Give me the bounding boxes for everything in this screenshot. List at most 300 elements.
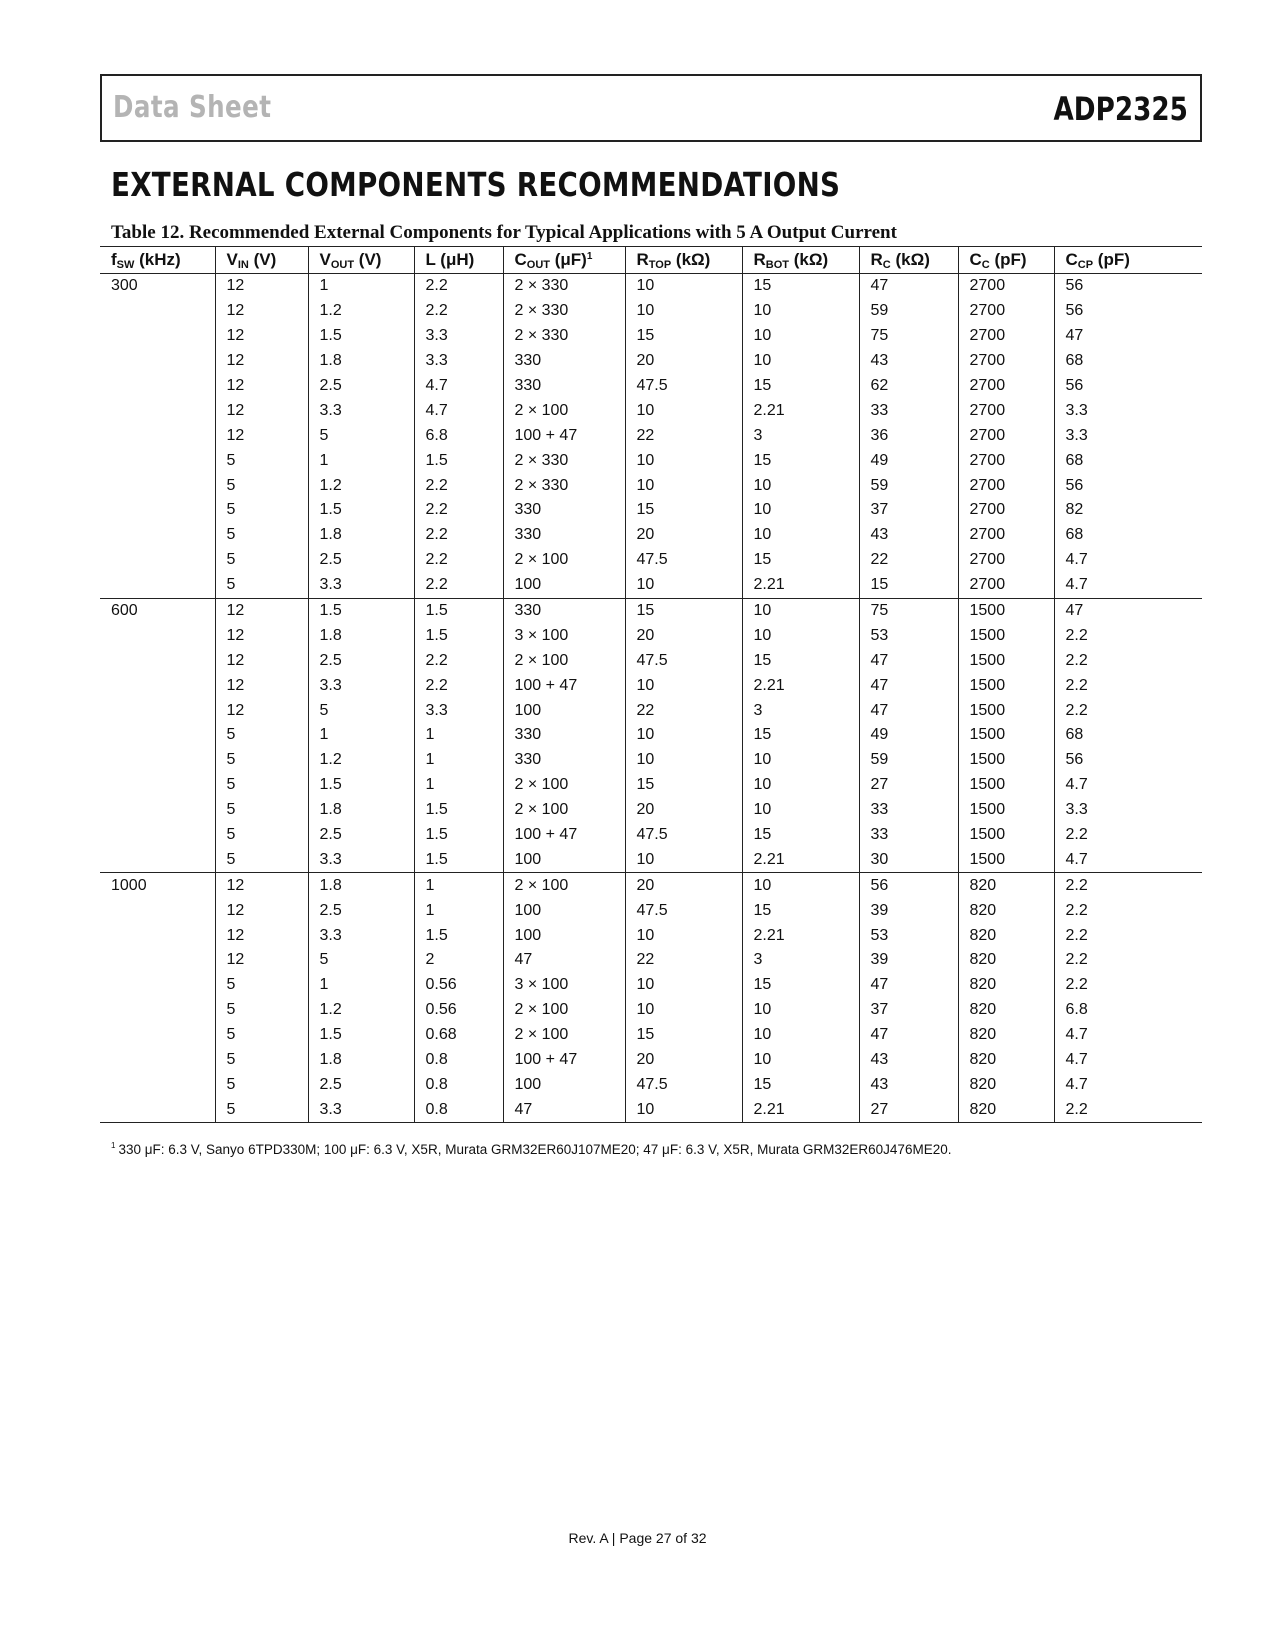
cell-fsw: 1000: [100, 873, 215, 898]
table-cell: 10: [625, 473, 742, 498]
table-cell: 2 × 330: [503, 299, 625, 324]
table-footnote: [111, 1142, 951, 1157]
table-cell: 1: [308, 274, 414, 299]
column-header-subscript: C: [882, 259, 891, 271]
column-header-subscript: CP: [1077, 259, 1094, 271]
table-cell: 12: [215, 898, 308, 923]
table-cell: 1.5: [414, 798, 503, 823]
page-header: [100, 74, 1202, 142]
page-footer: Rev. A | Page 27 of 32: [568, 1530, 707, 1546]
table-cell: 47: [503, 1097, 625, 1122]
table-cell: 27: [859, 1097, 958, 1122]
table-cell: 22: [625, 948, 742, 973]
table-cell: 68: [1054, 349, 1202, 374]
cell-fsw: [100, 948, 215, 973]
table-cell: 6.8: [414, 423, 503, 448]
table-cell: 2 × 100: [503, 798, 625, 823]
table-cell: 2700: [958, 448, 1054, 473]
column-header: [859, 247, 958, 274]
cell-fsw: [100, 673, 215, 698]
table-cell: 15: [742, 898, 859, 923]
table-row: [100, 548, 1202, 573]
cell-fsw: [100, 398, 215, 423]
table-row: [100, 448, 1202, 473]
table-cell: 820: [958, 973, 1054, 998]
table-cell: 820: [958, 1073, 1054, 1098]
table-cell: 2.2: [414, 573, 503, 598]
column-header: [215, 247, 308, 274]
table-cell: 2.2: [1054, 648, 1202, 673]
table-cell: 47.5: [625, 1073, 742, 1098]
table-cell: 47: [859, 698, 958, 723]
table-cell: 47: [859, 673, 958, 698]
table-cell: 4.7: [1054, 548, 1202, 573]
table-cell: 15: [742, 274, 859, 299]
cell-fsw: [100, 299, 215, 324]
table-row: [100, 847, 1202, 872]
column-header-symbol: f: [111, 250, 117, 269]
table-cell: 30: [859, 847, 958, 872]
table-row: [100, 873, 1202, 898]
table-cell: 10: [625, 973, 742, 998]
table-cell: 2700: [958, 473, 1054, 498]
table-cell: 15: [625, 1023, 742, 1048]
column-header: [958, 247, 1054, 274]
table-cell: 1.5: [414, 847, 503, 872]
column-header-subscript: SW: [116, 259, 135, 271]
table-cell: 10: [625, 299, 742, 324]
table-cell: 3: [742, 948, 859, 973]
cell-fsw: [100, 498, 215, 523]
table-cell: 2.2: [1054, 673, 1202, 698]
table-cell: 2.2: [1054, 873, 1202, 898]
table-row: [100, 573, 1202, 598]
table-cell: 5: [215, 1048, 308, 1073]
table-cell: 2700: [958, 299, 1054, 324]
cell-fsw: [100, 473, 215, 498]
table-cell: 5: [215, 473, 308, 498]
table-cell: 68: [1054, 448, 1202, 473]
table-row: [100, 1048, 1202, 1073]
table-cell: 4.7: [414, 374, 503, 399]
header-part-number: ADP2325: [1053, 90, 1188, 128]
table-row: [100, 723, 1202, 748]
table-cell: 820: [958, 998, 1054, 1023]
table-row: [100, 374, 1202, 399]
table-cell: 49: [859, 448, 958, 473]
table-cell: 3.3: [1054, 398, 1202, 423]
table-cell: 2.5: [308, 823, 414, 848]
table-cell: 2 × 100: [503, 648, 625, 673]
table-cell: 2 × 330: [503, 473, 625, 498]
table-cell: 37: [859, 998, 958, 1023]
table-body: [100, 274, 1202, 1123]
table-cell: 59: [859, 299, 958, 324]
table-cell: 5: [215, 973, 308, 998]
table-cell: 5: [215, 998, 308, 1023]
table-row: [100, 498, 1202, 523]
column-header-unit: (kΩ): [789, 250, 829, 269]
table-cell: 56: [859, 873, 958, 898]
table-cell: 15: [625, 498, 742, 523]
header-doc-type: Data Sheet: [113, 90, 272, 125]
table-cell: 1: [414, 898, 503, 923]
column-header-unit: (V): [248, 250, 277, 269]
table-cell: 47: [859, 973, 958, 998]
table-cell: 2700: [958, 274, 1054, 299]
column-header-symbol: L (μH): [425, 250, 475, 269]
table-cell: 3.3: [1054, 423, 1202, 448]
table-cell: 12: [215, 598, 308, 623]
cell-fsw: [100, 847, 215, 872]
table-caption: Table 12. Recommended External Components for Typical Applications with 5 A Output Current: [111, 222, 897, 243]
table-cell: 10: [742, 598, 859, 623]
table-cell: 2.2: [1054, 623, 1202, 648]
column-header: [625, 247, 742, 274]
table-cell: 3.3: [308, 1097, 414, 1122]
table-cell: 43: [859, 349, 958, 374]
table-cell: 10: [625, 847, 742, 872]
cell-fsw: [100, 973, 215, 998]
cell-fsw: [100, 1097, 215, 1122]
table-cell: 1: [414, 773, 503, 798]
table-cell: 5: [215, 773, 308, 798]
column-header-subscript: C: [981, 259, 990, 271]
table-cell: 15: [742, 823, 859, 848]
table-row: [100, 423, 1202, 448]
table-cell: 5: [215, 1023, 308, 1048]
table-cell: 39: [859, 948, 958, 973]
table-cell: 1500: [958, 723, 1054, 748]
table-cell: 10: [742, 1048, 859, 1073]
table-cell: 15: [742, 374, 859, 399]
table-cell: 2.21: [742, 923, 859, 948]
table-cell: 2.21: [742, 398, 859, 423]
table-cell: 2 × 330: [503, 448, 625, 473]
table-cell: 10: [742, 748, 859, 773]
table-cell: 5: [215, 1097, 308, 1122]
table-cell: 1.5: [308, 773, 414, 798]
table-row: [100, 299, 1202, 324]
table-cell: 2700: [958, 423, 1054, 448]
table-row: [100, 349, 1202, 374]
table-cell: 3 × 100: [503, 973, 625, 998]
table-cell: 4.7: [1054, 773, 1202, 798]
table-cell: 12: [215, 873, 308, 898]
table-cell: 1.8: [308, 349, 414, 374]
table-row: [100, 948, 1202, 973]
table-cell: 5: [215, 448, 308, 473]
table-cell: 1.5: [414, 448, 503, 473]
column-header-subscript: TOP: [648, 259, 672, 271]
table-cell: 10: [742, 523, 859, 548]
cell-fsw: [100, 723, 215, 748]
table-cell: 2.2: [414, 548, 503, 573]
table-cell: 3.3: [308, 398, 414, 423]
table-cell: 1: [308, 973, 414, 998]
table-cell: 1500: [958, 598, 1054, 623]
table-cell: 1500: [958, 773, 1054, 798]
table-cell: 100: [503, 923, 625, 948]
table-cell: 2: [414, 948, 503, 973]
table-cell: 3.3: [414, 698, 503, 723]
table-cell: 3.3: [1054, 798, 1202, 823]
table-cell: 1.8: [308, 623, 414, 648]
table-cell: 100: [503, 698, 625, 723]
column-header-unit: (V): [354, 250, 382, 269]
table-cell: 2.2: [414, 299, 503, 324]
table-cell: 4.7: [414, 398, 503, 423]
section-title: EXTERNAL COMPONENTS RECOMMENDATIONS: [111, 165, 841, 204]
table-cell: 4.7: [1054, 847, 1202, 872]
table-cell: 2 × 100: [503, 873, 625, 898]
table-cell: 10: [625, 748, 742, 773]
table-cell: 59: [859, 473, 958, 498]
table-cell: 12: [215, 648, 308, 673]
table-cell: 330: [503, 523, 625, 548]
table-cell: 47: [859, 1023, 958, 1048]
table-cell: 1.5: [308, 1023, 414, 1048]
table-cell: 12: [215, 349, 308, 374]
table-cell: 47: [1054, 324, 1202, 349]
table-cell: 820: [958, 1048, 1054, 1073]
table-cell: 1: [414, 873, 503, 898]
table-cell: 56: [1054, 299, 1202, 324]
cell-fsw: [100, 823, 215, 848]
table-cell: 15: [625, 598, 742, 623]
table-cell: 59: [859, 748, 958, 773]
column-header-symbol: C: [514, 250, 527, 269]
table-cell: 33: [859, 798, 958, 823]
table-cell: 15: [625, 773, 742, 798]
table-cell: 12: [215, 398, 308, 423]
cell-fsw: [100, 324, 215, 349]
table-cell: 1.8: [308, 523, 414, 548]
cell-fsw: [100, 1048, 215, 1073]
column-header-unit: (kΩ): [671, 250, 711, 269]
table-cell: 2.5: [308, 898, 414, 923]
table-cell: 0.68: [414, 1023, 503, 1048]
table-cell: 10: [625, 998, 742, 1023]
table-cell: 3.3: [308, 847, 414, 872]
table-cell: 330: [503, 598, 625, 623]
table-cell: 15: [742, 548, 859, 573]
table-cell: 2700: [958, 523, 1054, 548]
table-cell: 10: [625, 673, 742, 698]
table-cell: 75: [859, 324, 958, 349]
table-cell: 2.21: [742, 1097, 859, 1122]
table-cell: 2 × 100: [503, 998, 625, 1023]
table-cell: 1.5: [308, 324, 414, 349]
table-cell: 68: [1054, 723, 1202, 748]
footnote-mark: 1: [111, 1141, 116, 1150]
column-header: [308, 247, 414, 274]
table-cell: 330: [503, 723, 625, 748]
table-cell: 4.7: [1054, 1023, 1202, 1048]
column-header-subscript: IN: [237, 259, 249, 271]
table-cell: 2700: [958, 573, 1054, 598]
table-cell: 2.2: [414, 473, 503, 498]
column-header: [503, 247, 625, 274]
table-cell: 49: [859, 723, 958, 748]
table-cell: 4.7: [1054, 1048, 1202, 1073]
table-cell: 33: [859, 823, 958, 848]
table-cell: 47.5: [625, 374, 742, 399]
table-cell: 0.8: [414, 1073, 503, 1098]
table-cell: 12: [215, 423, 308, 448]
cell-fsw: [100, 748, 215, 773]
table-cell: 10: [625, 448, 742, 473]
table-cell: 22: [859, 548, 958, 573]
table-cell: 2700: [958, 349, 1054, 374]
table-cell: 20: [625, 623, 742, 648]
table-cell: 2700: [958, 398, 1054, 423]
table-cell: 2.2: [414, 274, 503, 299]
table-row: [100, 398, 1202, 423]
column-header-unit: (μF): [550, 250, 587, 269]
table-cell: 10: [742, 349, 859, 374]
table-cell: 15: [742, 648, 859, 673]
footnote-text: 330 μF: 6.3 V, Sanyo 6TPD330M; 100 μF: 6.3 V, X5R, Murata GRM32ER60J107ME20; 47 μF: 6.3 V, X5R, Murata GRM32ER60J476ME20.: [118, 1142, 952, 1157]
table-cell: 10: [625, 723, 742, 748]
cell-fsw: [100, 349, 215, 374]
table-cell: 56: [1054, 748, 1202, 773]
table-cell: 100: [503, 898, 625, 923]
table-cell: 2.2: [1054, 948, 1202, 973]
cell-fsw: [100, 1073, 215, 1098]
table-cell: 820: [958, 923, 1054, 948]
table-row: [100, 1023, 1202, 1048]
table-cell: 12: [215, 948, 308, 973]
table-cell: 10: [742, 773, 859, 798]
cell-fsw: [100, 548, 215, 573]
table-cell: 3.3: [308, 573, 414, 598]
table-cell: 2.5: [308, 648, 414, 673]
table-cell: 100 + 47: [503, 673, 625, 698]
table-cell: 15: [742, 973, 859, 998]
table-cell: 1500: [958, 698, 1054, 723]
table-cell: 2700: [958, 498, 1054, 523]
table-cell: 47.5: [625, 648, 742, 673]
table-cell: 1500: [958, 748, 1054, 773]
cell-fsw: [100, 1023, 215, 1048]
table-cell: 47: [859, 648, 958, 673]
table-cell: 10: [742, 473, 859, 498]
table-cell: 2 × 100: [503, 398, 625, 423]
table-cell: 43: [859, 523, 958, 548]
cell-fsw: [100, 623, 215, 648]
table-cell: 12: [215, 324, 308, 349]
table-cell: 37: [859, 498, 958, 523]
table-cell: 5: [215, 573, 308, 598]
table-row: [100, 1097, 1202, 1122]
table-row: [100, 598, 1202, 623]
table-cell: 100 + 47: [503, 423, 625, 448]
table-cell: 10: [625, 923, 742, 948]
table-cell: 2.21: [742, 573, 859, 598]
table-row: [100, 473, 1202, 498]
table-cell: 36: [859, 423, 958, 448]
table-cell: 2.5: [308, 1073, 414, 1098]
table-cell: 10: [742, 324, 859, 349]
table-cell: 2700: [958, 324, 1054, 349]
table-cell: 3: [742, 423, 859, 448]
column-header: [100, 247, 215, 274]
table-row: [100, 324, 1202, 349]
table-cell: 2.21: [742, 673, 859, 698]
table-cell: 330: [503, 349, 625, 374]
table-row: [100, 973, 1202, 998]
table-cell: 1.8: [308, 873, 414, 898]
table-cell: 1500: [958, 673, 1054, 698]
table-cell: 12: [215, 274, 308, 299]
table-cell: 15: [625, 324, 742, 349]
table-cell: 1500: [958, 798, 1054, 823]
table-cell: 15: [859, 573, 958, 598]
table-cell: 47: [503, 948, 625, 973]
table-cell: 33: [859, 398, 958, 423]
table-cell: 53: [859, 923, 958, 948]
table-cell: 820: [958, 898, 1054, 923]
table-cell: 3: [742, 698, 859, 723]
table-cell: 2 × 330: [503, 324, 625, 349]
table-row: [100, 274, 1202, 299]
table-cell: 820: [958, 948, 1054, 973]
table-cell: 2.2: [414, 523, 503, 548]
table-cell: 100: [503, 847, 625, 872]
table-cell: 56: [1054, 274, 1202, 299]
table-cell: 47.5: [625, 548, 742, 573]
table-cell: 4.7: [1054, 1073, 1202, 1098]
table-row: [100, 1073, 1202, 1098]
table-row: [100, 773, 1202, 798]
table-cell: 1500: [958, 648, 1054, 673]
table-cell: 12: [215, 623, 308, 648]
table-cell: 22: [625, 698, 742, 723]
components-table: [100, 246, 1202, 1123]
cell-fsw: [100, 798, 215, 823]
column-header: [742, 247, 859, 274]
table-cell: 1.2: [308, 473, 414, 498]
table-cell: 1.2: [308, 748, 414, 773]
cell-fsw: [100, 648, 215, 673]
table-cell: 1.5: [308, 498, 414, 523]
table-cell: 1500: [958, 823, 1054, 848]
table-cell: 0.8: [414, 1048, 503, 1073]
table-cell: 5: [215, 523, 308, 548]
table-cell: 1.8: [308, 1048, 414, 1073]
column-header-subscript: BOT: [765, 259, 790, 271]
table-cell: 20: [625, 1048, 742, 1073]
table-cell: 47.5: [625, 898, 742, 923]
table-cell: 43: [859, 1048, 958, 1073]
table-cell: 2700: [958, 548, 1054, 573]
table-cell: 43: [859, 1073, 958, 1098]
table-cell: 20: [625, 523, 742, 548]
cell-fsw: 600: [100, 598, 215, 623]
table-row: [100, 998, 1202, 1023]
table-cell: 12: [215, 923, 308, 948]
table-row: [100, 923, 1202, 948]
column-header-symbol: C: [969, 250, 982, 269]
table-cell: 10: [625, 274, 742, 299]
table-cell: 3.3: [414, 349, 503, 374]
table-cell: 100: [503, 573, 625, 598]
table-cell: 10: [625, 573, 742, 598]
column-header: [414, 247, 503, 274]
table-cell: 1.5: [414, 923, 503, 948]
column-header-unit: (kΩ): [890, 250, 930, 269]
